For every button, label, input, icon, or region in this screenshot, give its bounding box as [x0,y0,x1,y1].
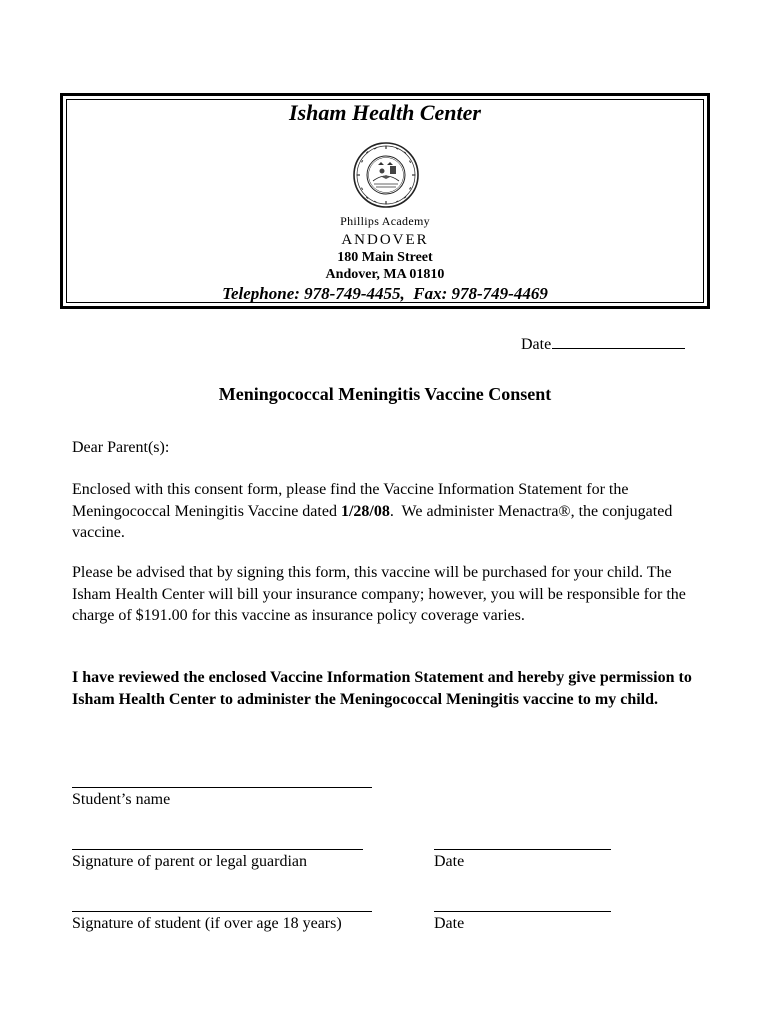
paragraph-billing-notice: Please be advised that by signing this form, this vaccine will be purchased for your child. The Isham Health Center will bill your insurance company; however, you will be responsible for the charge of $191.00 for this vaccine as insurance policy coverage varies. [72,564,686,624]
contact-numbers: Telephone: 978-749-4455, Fax: 978-749-4469 [222,284,548,303]
date-blank-line[interactable] [552,334,685,349]
greeting: Dear Parent(s): [72,439,170,456]
student-signature-label: Signature of student (if over age 18 years) [72,915,342,932]
letterhead-title: Isham Health Center [289,100,481,125]
seal-caption-name: Phillips Academy [340,214,430,228]
form-title: Meningococcal Meningitis Vaccine Consent [218,384,552,404]
paragraph-consent-statement: I have reviewed the enclosed Vaccine Information Statement and hereby give permission to Isham Health Center to administer the Meningococcal Meningitis vaccine to my child. [72,669,692,708]
parent-date-label: Date [434,853,465,870]
student-date-label: Date [434,915,465,932]
student-date-line[interactable] [434,911,611,912]
student-signature-line[interactable] [72,911,372,912]
student-name-line[interactable] [72,787,372,788]
vis-date: 1/28/08 [340,502,390,520]
student-name-label: Student’s name [72,791,171,808]
parent-signature-line[interactable] [72,849,363,850]
seal-caption-place: ANDOVER [341,232,429,248]
parent-date-line[interactable] [434,849,611,850]
paragraph-enclosed-statement: Enclosed with this consent form, please find the Vaccine Information Statement for the Meningococcal Meningitis Vaccine dated 1/28/08. We administer Menactra®, the conjugated vaccine. [72,481,677,541]
phillips-academy-seal-icon [352,141,420,209]
date-label: Date [521,336,552,353]
address-city: Andover, MA 01810 [325,267,445,282]
parent-signature-label: Signature of parent or legal guardian [72,853,308,870]
address-street: 180 Main Street [337,250,433,265]
date-field[interactable] [521,334,685,354]
